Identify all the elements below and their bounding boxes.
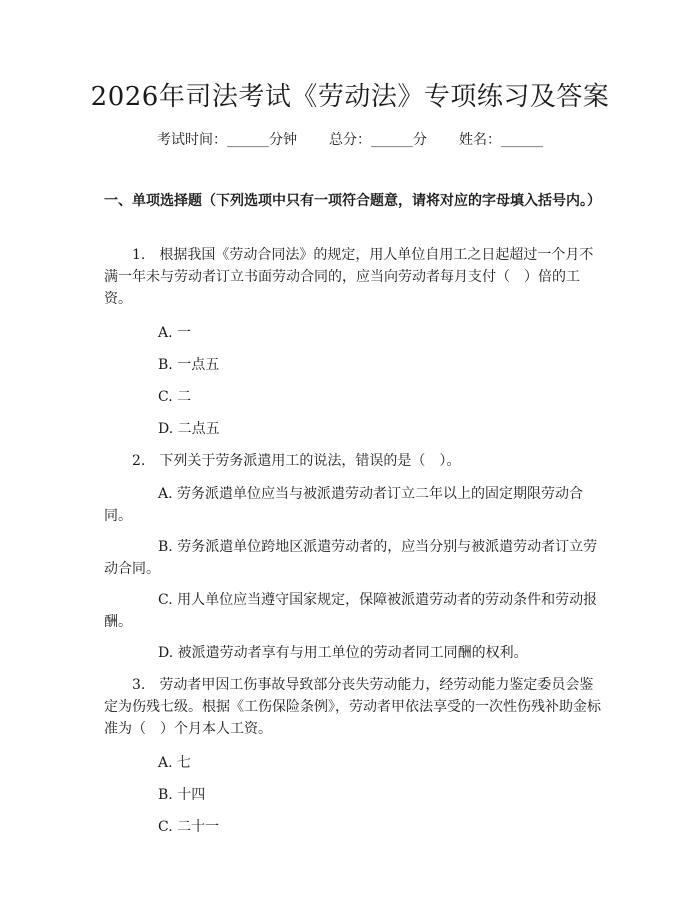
question-3-option-a: A. 七 [158, 755, 192, 771]
student-name: 姓名：______ [459, 132, 543, 148]
question-2-option-c: C. 用人单位应当遵守国家规定，保障被派遣劳动者的劳动条件和劳动报酬。 [104, 592, 598, 630]
section-heading: 一、单项选择题（下列选项中只有一项符合题意，请将对应的字母填入括号内。） [104, 193, 601, 209]
question-2-stem: 2. 下列关于劳务派遣用工的说法，错误的是（ ）。 [132, 453, 461, 469]
question-1-option-a: A. 一 [158, 325, 192, 341]
question-3-option-b: B. 十四 [158, 787, 206, 803]
exam-meta [0, 130, 700, 150]
question-2-option-d: D. 被派遣劳动者享有与用工单位的劳动者同工同酬的权利。 [158, 645, 528, 661]
question-2-option-a: A. 劳务派遣单位应当与被派遣劳动者订立二年以上的固定期限劳动合同。 [104, 486, 584, 524]
document-title: 2026年司法考试《劳动法》专项练习及答案 [90, 82, 610, 112]
question-1-option-c: C. 二 [158, 389, 192, 405]
question-1-option-b: B. 一点五 [158, 357, 220, 373]
exam-time: 考试时间：______分钟 [157, 132, 297, 148]
question-1-option-d: D. 二点五 [158, 421, 220, 437]
question-3-stem: 3. 劳动者甲因工伤事故导致部分丧失劳动能力，经劳动能力鉴定委员会鉴定为伤残七级。根据《工伤保险条例》，劳动者甲依法享受的一次性伤残补助金标准为（ ）个月本人工资。 [104, 677, 601, 737]
question-3-option-c: C. 二十一 [158, 819, 220, 835]
question-2-option-b: B. 劳务派遣单位跨地区派遣劳动者的，应当分别与被派遣劳动者订立劳动合同。 [104, 539, 598, 577]
total-score: 总分：______分 [329, 132, 427, 148]
question-1-stem: 1. 根据我国《劳动合同法》的规定，用人单位自用工之日起超过一个月不满一年未与劳动者订立书面劳动合同的，应当向劳动者每月支付（ ）倍的工资。 [104, 247, 594, 307]
